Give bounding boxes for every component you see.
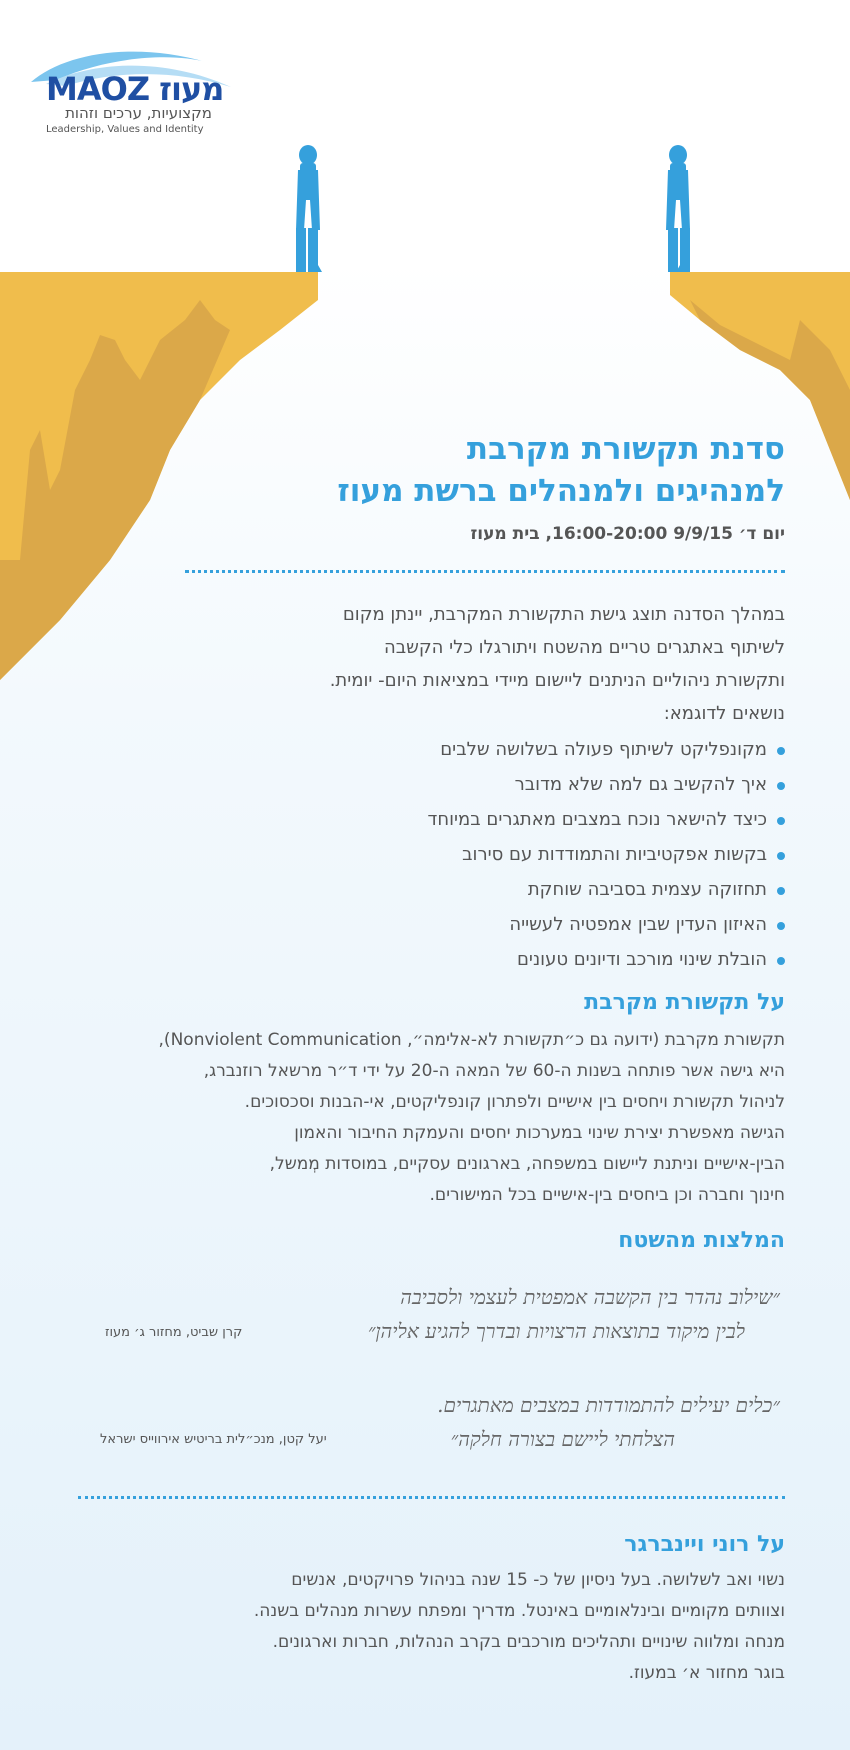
event-date: יום ד׳ 9/9/15 16:00-20:00, בית מעוז [470, 524, 785, 544]
recommendations-heading: המלצות מהשטח [618, 1228, 785, 1253]
intro-line: ותקשורת ניהוליים הניתנים ליישום מיידי במציאות היום- יומית. [329, 670, 785, 691]
page-title [185, 428, 785, 512]
bio-line: מנחה ומלווה שינויים ותהליכים מורכבים בקרב הנהלות, חברות וארגונים. [272, 1632, 785, 1652]
bio-line: וצוותים מקומיים ובינלאומיים באינטל. מדריך ומפתח עשרות מנהלים בשנה. [253, 1601, 785, 1621]
bio-heading: על רוני ויינברגר [624, 1532, 785, 1557]
intro-line: במהלך הסדנה תוצג גישת התקשורת המקרבת, יינתן מקום [342, 604, 785, 625]
intro-line: לשיתוף באתגרים טריים מהשטח ויתורגלו כלי הקשבה [383, 637, 785, 658]
about-line: הבין-אישיים וניתנת ליישום במשפחה, בארגונים עסקיים, במוסדות מְמשל, [269, 1154, 785, 1174]
about-line: הגישה מאפשרת יצירת שינוי במערכות יחסים והעמקת החיבור והאמון [294, 1123, 785, 1143]
quote-1-line-1: ״שילוב נהדר בין הקשבה אמפטית לעצמי ולסביבה [400, 1285, 780, 1309]
about-line: היא גישה אשר פותחה בשנות ה-60 של המאה ה-20 על ידי ד״ר מרשאל רוזנברג, [203, 1061, 785, 1081]
about-line: תקשורת מקרבת (ידועה גם כ״תקשורת לא-אלימה״, Nonviolent Communication), [158, 1030, 785, 1050]
divider-bottom [78, 1496, 785, 1499]
quote-2-line-2: הצלחתי ליישם בצורה חלקה״ [450, 1427, 675, 1451]
bio-line: בוגר מחזור א׳ במעוז. [628, 1663, 785, 1683]
about-paragraph [65, 1025, 785, 1211]
right-figure-icon [666, 145, 690, 272]
topics-list [225, 732, 785, 977]
left-figure-icon [296, 145, 322, 272]
bio-paragraph [65, 1565, 785, 1689]
logo-brand: MAOZ מעוז [46, 70, 224, 108]
about-heading: על תקשורת מקרבת [584, 990, 785, 1015]
list-item: האיזון העדין שבין אמפטיה לעשייה [225, 907, 785, 942]
maoz-logo [26, 42, 236, 142]
quote-2-author: יעל קטן, מנכ״לית בריטיש אירווייס ישראל [100, 1432, 327, 1447]
title-line-1: סדנת תקשורת מקרבת [466, 431, 785, 467]
about-line: לניהול תקשורת ויחסים בין אישיים ולפתרון קונפליקטים, אי-הבנות וסכסוכים. [244, 1092, 785, 1112]
list-item: הובלת שינוי מורכב ודיונים טעונים [225, 942, 785, 977]
quote-1-author: קרן שביט, מחזור ג׳ מעוז [105, 1325, 243, 1340]
topics-label: נושאים לדוגמא: [663, 703, 785, 724]
logo-tagline-en: Leadership, Values and Identity [46, 124, 204, 135]
list-item: תחזוקה עצמית בסביבה שוחקת [225, 872, 785, 907]
list-item: מקונפליקט לשיתוף פעולה בשלושה שלבים [225, 732, 785, 767]
list-item: בקשות אפקטיביות והתמודדות עם סירוב [225, 837, 785, 872]
title-line-2: למנהיגים ולמנהלים ברשת מעוז [337, 473, 785, 509]
quote-2-line-1: ״כלים יעילים להתמודדות במצבים מאתגרים. [437, 1393, 780, 1417]
logo-tagline-he: מקצועיות, ערכים וזהות [65, 104, 212, 122]
list-item: איך להקשיב גם למה שלא מדובר [225, 767, 785, 802]
bio-line: נשוי ואב לשלושה. בעל ניסיון של כ- 15 שנה בניהול פרויקטים, אנשים [291, 1570, 785, 1590]
divider-top [185, 570, 785, 573]
intro-paragraph [225, 598, 785, 697]
quote-1-line-2: לבין מיקוד בתוצאות הרצויות ובדרך להגיע אליהן״ [367, 1319, 745, 1343]
list-item: כיצד להישאר נוכח במצבים מאתגרים במיוחד [225, 802, 785, 837]
about-line: חינוך וחברה וכן ביחסים בין-אישיים בכל המישורים. [429, 1185, 785, 1205]
